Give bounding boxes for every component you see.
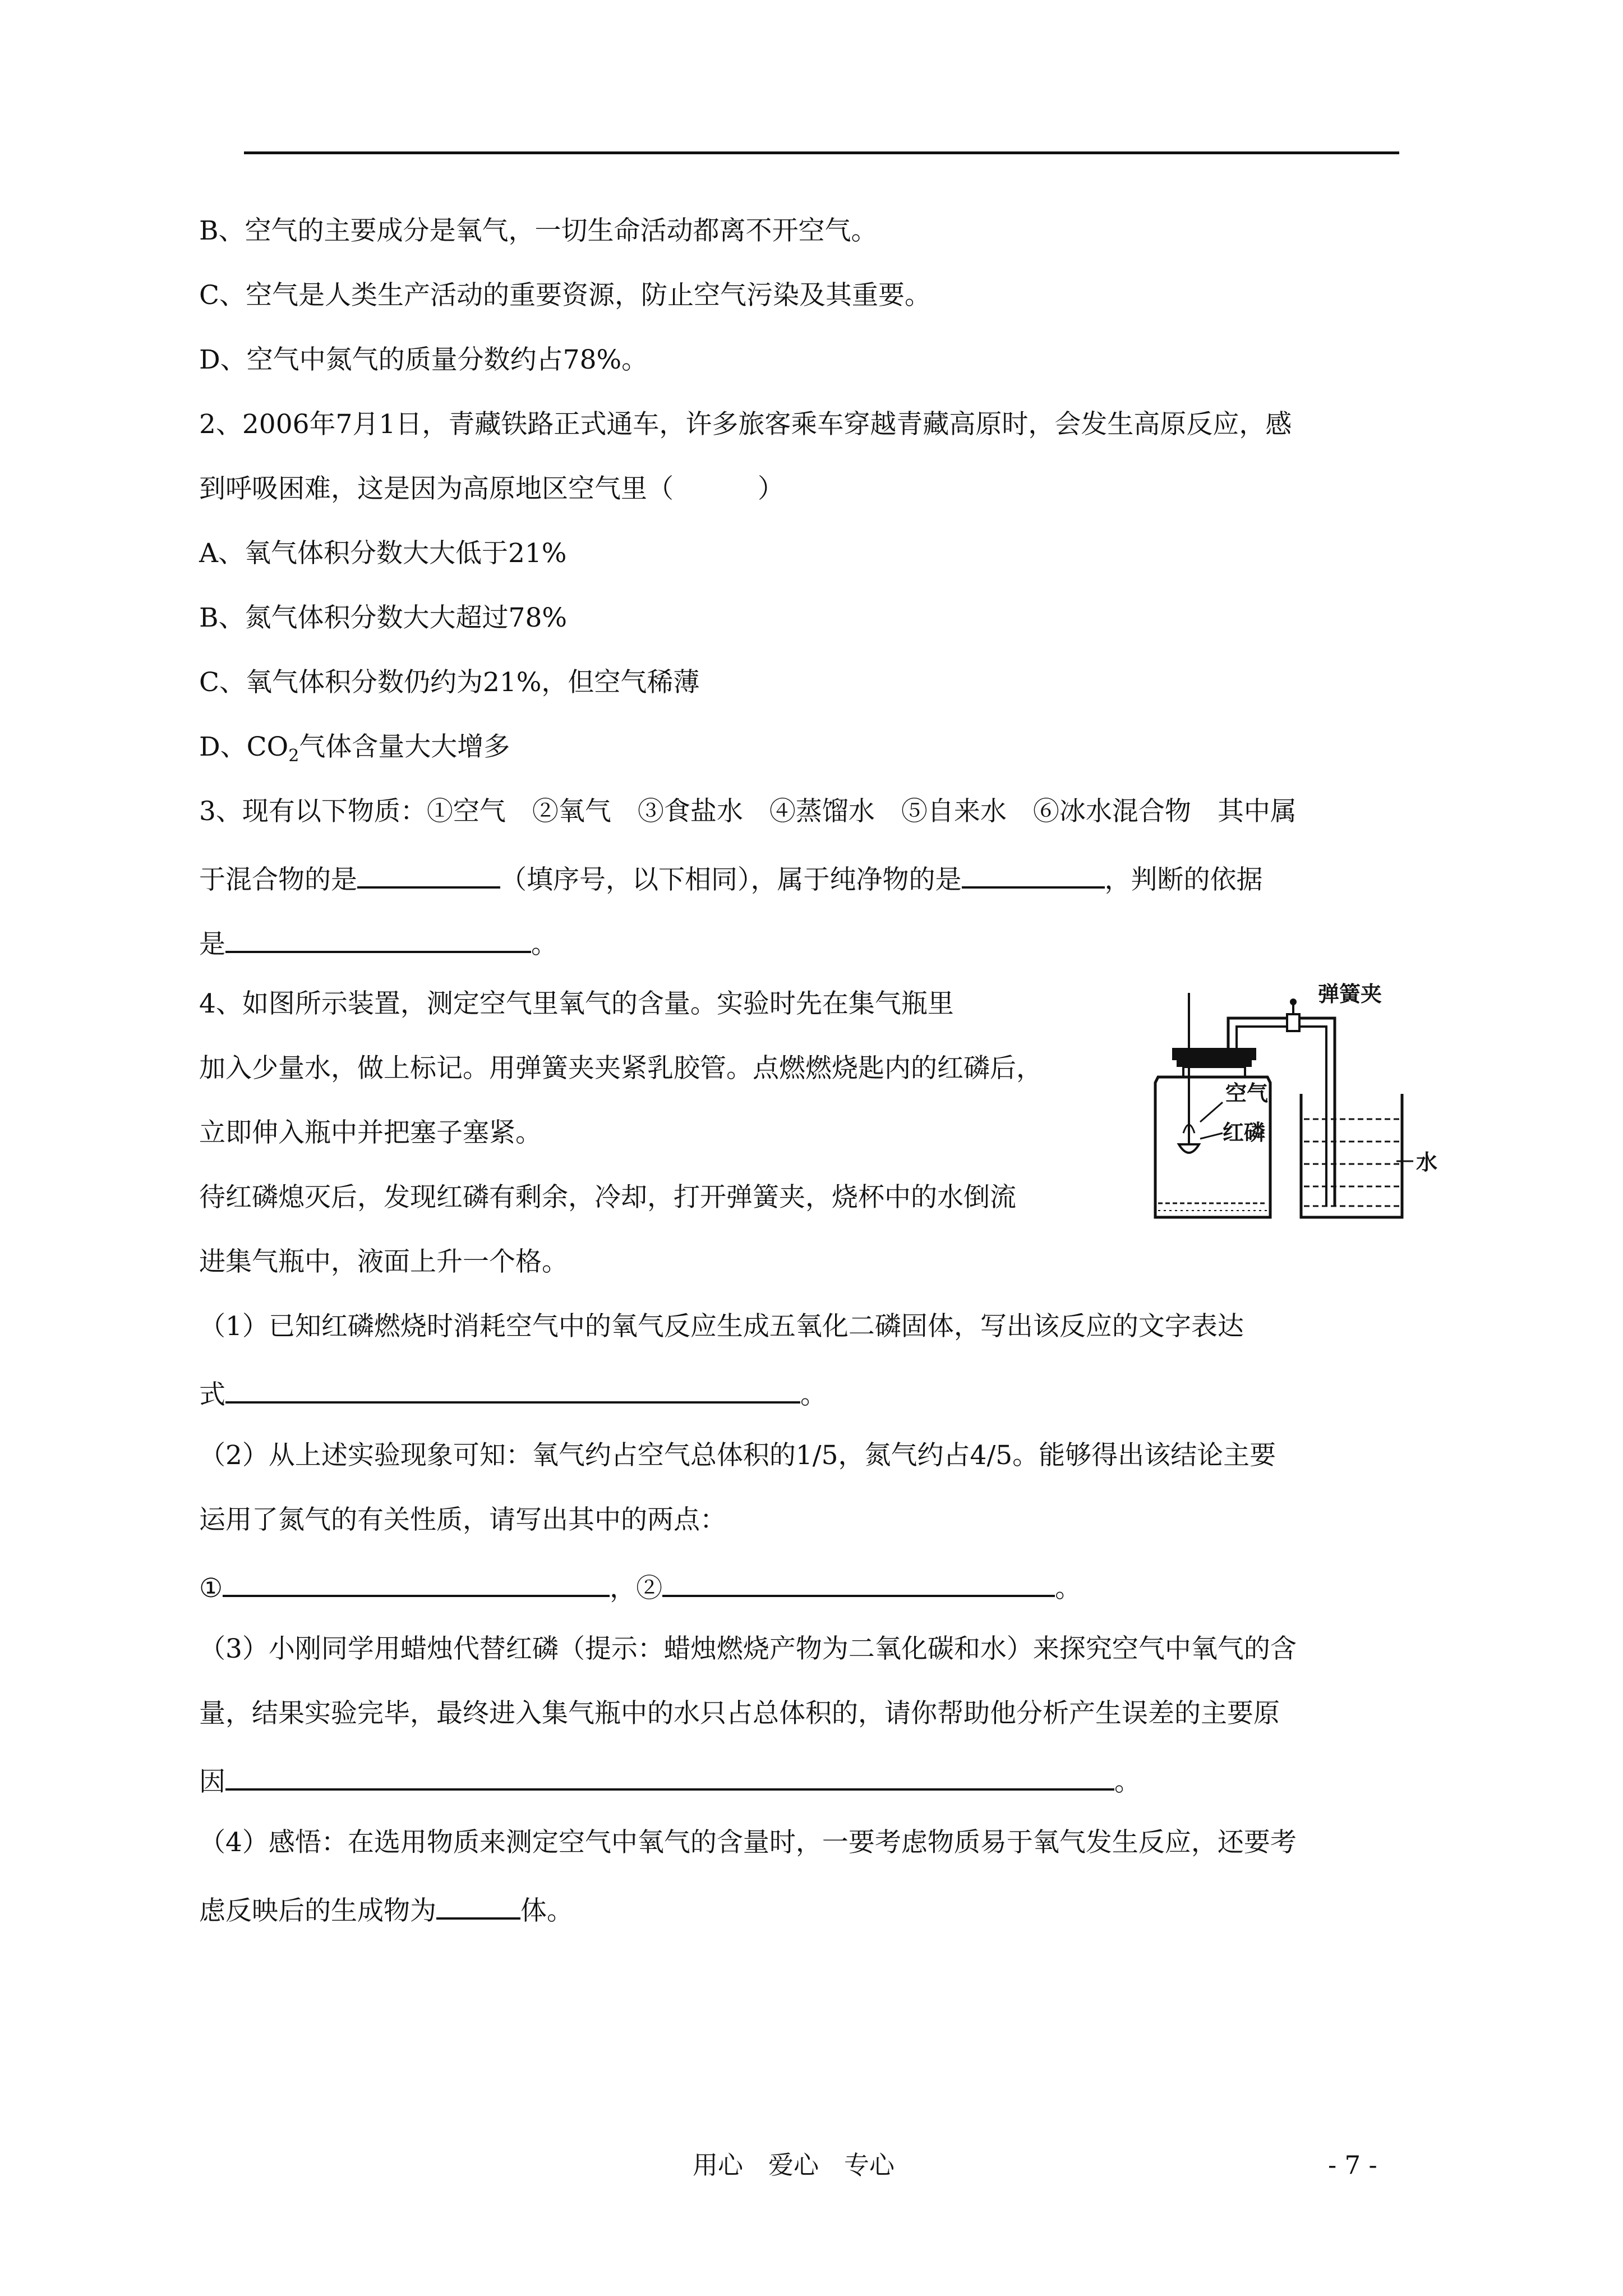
q4-p1-line1: （1）已知红磷燃烧时消耗空气中的氧气反应生成五氧化二磷固体，写出该反应的文字表达 — [199, 1311, 1244, 1342]
mixture-blank[interactable] — [357, 858, 500, 889]
pure-substance-blank[interactable] — [962, 858, 1105, 889]
q3-line3: 是 。 — [199, 923, 557, 963]
q4-p4-line2: 虑反映后的生成物为 体。 — [199, 1889, 573, 1929]
q4-p3-line1: （3）小刚同学用蜡烛代替红磷（提示：蜡烛燃烧产物为二氧化碳和水）来探究空气中氧气的含 — [199, 1634, 1297, 1664]
clamp-label: 弹簧夹 — [1318, 982, 1382, 1006]
q4-p3-line3: 因 。 — [199, 1760, 1141, 1800]
q2-option-a: A、氧气体积分数大大低于21% — [199, 538, 567, 569]
q4-p3-line2: 量，结果实验完毕，最终进入集气瓶中的水只占总体积的，请你帮助他分析产生误差的主要原 — [199, 1698, 1280, 1729]
basis-blank[interactable] — [225, 923, 531, 953]
phosphorus-label: 红磷 — [1223, 1120, 1266, 1145]
q2-option-d: D、$CO_2$气体含量大大增多 — [199, 731, 510, 766]
q4-p2-line3: ① ，② 。 — [199, 1567, 1081, 1607]
property-1-blank[interactable] — [223, 1567, 610, 1597]
header-rule — [244, 151, 1399, 154]
error-reason-blank[interactable] — [225, 1760, 1114, 1791]
q2-option-b: B、氮气体积分数大大超过78% — [199, 602, 568, 633]
q1-option-b: B、空气的主要成分是氧气，一切生命活动都离不开空气。 — [199, 215, 878, 246]
product-state-blank[interactable] — [436, 1889, 520, 1920]
air-label: 空气 — [1225, 1081, 1269, 1106]
q2-stem-line1: 2、2006年7月1日，青藏铁路正式通车，许多旅客乘车穿越青藏高原时，会发生高原反应，感 — [199, 409, 1292, 440]
page-number: - 7 - — [1328, 2150, 1377, 2180]
q4-line2: 加入少量水，做上标记。用弹簧夹夹紧乳胶管。点燃燃烧匙内的红磷后， — [199, 1053, 1043, 1084]
q1-option-d: D、空气中氮气的质量分数约占78%。 — [199, 344, 648, 375]
apparatus-diagram — [1133, 982, 1447, 1234]
q4-p2-line2: 运用了氮气的有关性质，请写出其中的两点： — [199, 1504, 726, 1535]
q4-p4-line1: （4）感悟：在选用物质来测定空气中氧气的含量时，一要考虑物质易于氧气发生反应，还要考 — [199, 1827, 1297, 1858]
q4-line3: 立即伸入瓶中并把塞子塞紧。 — [199, 1117, 542, 1148]
q3-line2: 于混合物的是 （填序号，以下相同），属于纯净物的是 ，判断的依据 — [199, 858, 1263, 898]
q4-line1: 4、如图所示装置，测定空气里氧气的含量。实验时先在集气瓶里 — [199, 988, 954, 1019]
q4-p1-line2: 式 。 — [199, 1373, 827, 1413]
q2-stem-line2: 到呼吸困难，这是因为高原地区空气里（ ） — [199, 473, 784, 504]
water-label: 水 — [1416, 1150, 1438, 1175]
q4-line5: 进集气瓶中，液面上升一个格。 — [199, 1246, 568, 1277]
q4-line4: 待红磷熄灭后，发现红磷有剩余，冷却，打开弹簧夹，烧杯中的水倒流 — [199, 1182, 1016, 1213]
footer-motto: 用心 爱心 专心 — [693, 2150, 895, 2180]
q3-line1: 3、现有以下物质：①空气 ②氧气 ③食盐水 ④蒸馏水 ⑤自来水 ⑥冰水混合物 其中属 — [199, 796, 1297, 827]
word-equation-blank[interactable] — [225, 1373, 800, 1404]
q1-option-c: C、空气是人类生产活动的重要资源，防止空气污染及其重要。 — [199, 280, 931, 311]
property-2-blank[interactable] — [662, 1567, 1055, 1597]
q2-option-c: C、氧气体积分数仍约为21%，但空气稀薄 — [199, 667, 700, 698]
q4-p2-line1: （2）从上述实验现象可知：氧气约占空气总体积的1/5，氮气约占4/5。能够得出该结论主要 — [199, 1440, 1276, 1471]
